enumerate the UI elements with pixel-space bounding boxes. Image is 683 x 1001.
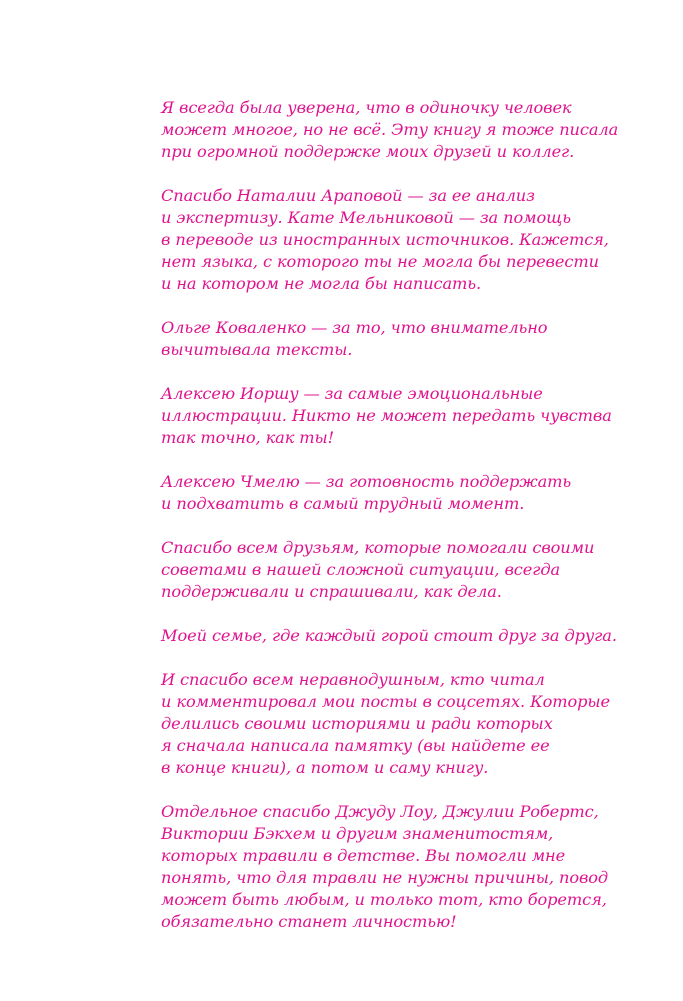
text-line: Виктории Бэкхем и другим знаменитостям, bbox=[161, 824, 554, 843]
text-line: понять, что для травли не нужны причины, повод bbox=[161, 868, 609, 887]
text-line: при огромной поддержке моих друзей и коллег. bbox=[161, 142, 575, 161]
text-line: может быть любым, и только тот, кто борется, bbox=[161, 890, 607, 909]
text-line: может многое, но не всё. Эту книгу я тоже писала bbox=[161, 120, 619, 139]
text-line: обязательно станет личностью! bbox=[161, 912, 457, 931]
text-line: делились своими историями и ради которых bbox=[161, 714, 553, 733]
paragraph bbox=[161, 537, 621, 603]
text-line: Отдельное спасибо Джуду Лоу, Джулии Робертс, bbox=[161, 802, 599, 821]
text-line: Моей семье, где каждый горой стоит друг за друга. bbox=[161, 626, 617, 645]
acknowledgements-text bbox=[161, 97, 621, 955]
text-line: Алексею Иоршу — за самые эмоциональные bbox=[161, 384, 543, 403]
text-line: Я всегда была уверена, что в одиночку человек bbox=[161, 98, 572, 117]
paragraph bbox=[161, 97, 621, 163]
text-line: вычитывала тексты. bbox=[161, 340, 353, 359]
text-line: И спасибо всем неравнодушным, кто читал bbox=[161, 670, 545, 689]
text-line: я сначала написала памятку (вы найдете ее bbox=[161, 736, 550, 755]
text-line: и подхватить в самый трудный момент. bbox=[161, 494, 525, 513]
paragraph bbox=[161, 471, 621, 515]
text-line: и экспертизу. Кате Мельниковой — за помощь bbox=[161, 208, 571, 227]
text-line: и комментировал мои посты в соцсетях. Которые bbox=[161, 692, 610, 711]
text-line: в переводе из иностранных источников. Кажется, bbox=[161, 230, 609, 249]
text-line: так точно, как ты! bbox=[161, 428, 335, 447]
text-line: Ольге Коваленко — за то, что внимательно bbox=[161, 318, 548, 337]
text-line: нет языка, с которого ты не могла бы перевести bbox=[161, 252, 599, 271]
text-line: иллюстрации. Никто не может передать чувства bbox=[161, 406, 612, 425]
paragraph bbox=[161, 317, 621, 361]
text-line: советами в нашей сложной ситуации, всегда bbox=[161, 560, 561, 579]
text-line: которых травили в детстве. Вы помогли мне bbox=[161, 846, 566, 865]
text-line: Алексею Чмелю — за готовность поддержать bbox=[161, 472, 572, 491]
text-line: Спасибо Наталии Араповой — за ее анализ bbox=[161, 186, 535, 205]
paragraph bbox=[161, 625, 621, 647]
paragraph bbox=[161, 383, 621, 449]
paragraph bbox=[161, 185, 621, 295]
text-line: Спасибо всем друзьям, которые помогали своими bbox=[161, 538, 595, 557]
paragraph bbox=[161, 669, 621, 779]
text-line: и на котором не могла бы написать. bbox=[161, 274, 482, 293]
paragraph bbox=[161, 801, 621, 933]
text-line: поддерживали и спрашивали, как дела. bbox=[161, 582, 502, 601]
text-line: в конце книги), а потом и саму книгу. bbox=[161, 758, 489, 777]
